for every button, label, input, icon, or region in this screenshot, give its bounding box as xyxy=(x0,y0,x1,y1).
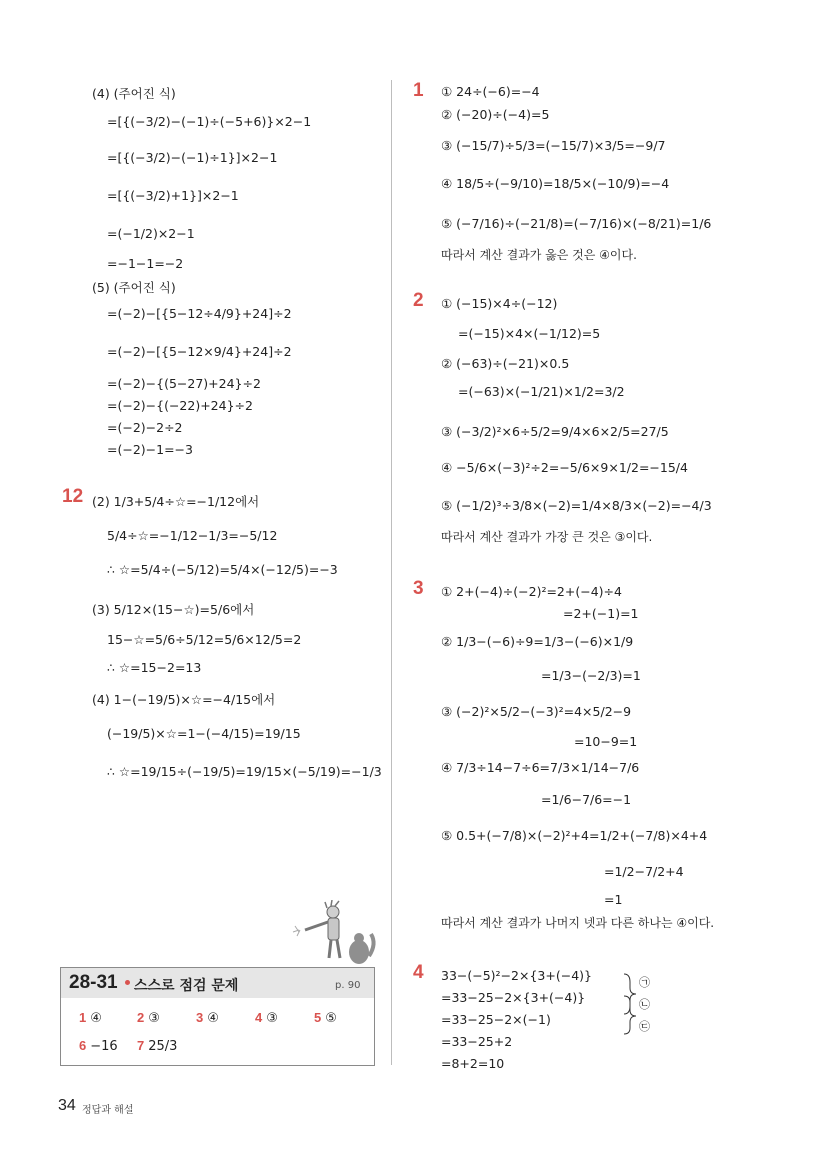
step-line: ① (−15)×4÷(−12) xyxy=(441,296,558,311)
answer-item: 5 ⑤ xyxy=(314,1010,337,1026)
answer-item: 7 25/3 xyxy=(137,1038,178,1054)
step-line: ① 24÷(−6)=−4 xyxy=(441,84,540,99)
step-line: =1/6−7/6=−1 xyxy=(541,792,632,807)
step-line: ⑤ (−7/16)÷(−21/8)=(−7/16)×(−8/21)=1/6 xyxy=(441,216,712,231)
step-line: ④ −5/6×(−3)²÷2=−5/6×9×1/2=−15/4 xyxy=(441,460,688,475)
step-line: =(−2)−{(−22)+24}÷2 xyxy=(107,398,253,413)
step-line: 15−☆=5/6÷5/12=5/6×12/5=2 xyxy=(107,632,302,647)
question-number: 4 xyxy=(413,962,424,983)
step-line: (3) 5/12×(15−☆)=5/6에서 xyxy=(92,602,255,617)
q11-part5-header: (5) (주어진 식) xyxy=(92,280,176,295)
reference-page: p. 90 xyxy=(335,980,361,991)
step-line: =2+(−1)=1 xyxy=(563,606,639,621)
step-line: ∴ ☆=19/15÷(−19/5)=19/15×(−5/19)=−1/3 xyxy=(107,764,382,779)
page-number: 34 xyxy=(58,1097,76,1114)
column-divider xyxy=(391,80,392,1065)
step-line: =8+2=10 xyxy=(441,1056,505,1071)
step-line: =[{(−3/2)−(−1)÷1}]×2−1 xyxy=(107,150,278,165)
step-line: 5/4÷☆=−1/12−1/3=−5/12 xyxy=(107,528,278,543)
conclusion-text: 따라서 계산 결과가 옳은 것은 ④이다. xyxy=(441,248,637,262)
step-line: (4) 1−(−19/5)×☆=−4/15에서 xyxy=(92,692,276,707)
answer-item: 1 ④ xyxy=(79,1010,102,1026)
step-line: =(−1/2)×2−1 xyxy=(107,226,195,241)
character-illustration xyxy=(285,900,380,972)
conclusion-text: 따라서 계산 결과가 나머지 넷과 다른 하나는 ④이다. xyxy=(441,916,715,930)
step-line: ① 2+(−4)÷(−2)²=2+(−4)÷4 xyxy=(441,584,622,599)
step-line: ③ (−2)²×5/2−(−3)²=4×5/2−9 xyxy=(441,704,632,719)
step-line: =[{(−3/2)−(−1)÷(−5+6)}×2−1 xyxy=(107,114,312,129)
step-line: ④ 7/3÷14−7÷6=7/3×1/14−7/6 xyxy=(441,760,640,775)
step-line: =1 xyxy=(604,892,623,907)
step-line: ③ (−3/2)²×6÷5/2=9/4×6×2/5=27/5 xyxy=(441,424,669,439)
step-line: =−1−1=−2 xyxy=(107,256,184,271)
step-mark: ㉠ xyxy=(639,976,650,989)
page-range: 28-31 xyxy=(69,972,118,993)
step-mark: ㉡ xyxy=(639,998,650,1011)
step-line: =(−2)−[{5−12÷4/9}+24]÷2 xyxy=(107,306,292,321)
step-line: =(−2)−{(5−27)+24}÷2 xyxy=(107,376,261,391)
step-line: =[{(−3/2)+1}]×2−1 xyxy=(107,188,239,203)
step-line: ⑤ 0.5+(−7/8)×(−2)²+4=1/2+(−7/8)×4+4 xyxy=(441,828,708,843)
question-number: 12 xyxy=(62,486,84,507)
bullet-icon xyxy=(125,980,130,985)
step-mark: ㉢ xyxy=(639,1020,650,1033)
answer-item: 3 ④ xyxy=(196,1010,219,1026)
step-line: ∴ ☆=15−2=13 xyxy=(107,660,202,675)
step-line: =33−25−2×{3+(−4)} xyxy=(441,990,586,1005)
step-line: ② 1/3−(−6)÷9=1/3−(−6)×1/9 xyxy=(441,634,634,649)
step-line: =(−2)−[{5−12×9/4}+24]÷2 xyxy=(107,344,292,359)
question-number: 3 xyxy=(413,578,424,599)
step-line: (−19/5)×☆=1−(−4/15)=19/15 xyxy=(107,726,301,741)
step-line: =(−63)×(−1/21)×1/2=3/2 xyxy=(458,384,625,399)
step-line: ② (−63)÷(−21)×0.5 xyxy=(441,356,570,371)
step-line: =(−2)−1=−3 xyxy=(107,442,193,457)
step-line: ③ (−15/7)÷5/3=(−15/7)×3/5=−9/7 xyxy=(441,138,666,153)
step-line: =(−2)−2÷2 xyxy=(107,420,183,435)
step-line: =1/3−(−2/3)=1 xyxy=(541,668,641,683)
step-line: 33−(−5)²−2×{3+(−4)} xyxy=(441,968,592,983)
answer-item: 2 ③ xyxy=(137,1010,160,1026)
step-line: ⑤ (−1/2)³÷3/8×(−2)=1/4×8/3×(−2)=−4/3 xyxy=(441,498,712,513)
step-line: (2) 1/3+5/4÷☆=−1/12에서 xyxy=(92,494,260,509)
question-number: 1 xyxy=(413,80,424,101)
answer-item: 4 ③ xyxy=(255,1010,278,1026)
self-check-title: 스스로 점검 문제 xyxy=(134,978,239,994)
step-line: =(−15)×4×(−1/12)=5 xyxy=(458,326,601,341)
question-number: 2 xyxy=(413,290,424,311)
step-line: =33−25−2×(−1) xyxy=(441,1012,551,1027)
step-line: ② (−20)÷(−4)=5 xyxy=(441,107,550,122)
step-line: =33−25+2 xyxy=(441,1034,513,1049)
section-label: 정답과 해설 xyxy=(82,1105,134,1116)
answer-item: 6 −16 xyxy=(79,1038,118,1054)
step-line: =1/2−7/2+4 xyxy=(604,864,684,879)
step-line: ④ 18/5÷(−9/10)=18/5×(−10/9)=−4 xyxy=(441,176,670,191)
conclusion-text: 따라서 계산 결과가 가장 큰 것은 ③이다. xyxy=(441,530,653,544)
self-check-box xyxy=(60,967,375,1066)
step-line: ∴ ☆=5/4÷(−5/12)=5/4×(−12/5)=−3 xyxy=(107,562,338,577)
step-line: =10−9=1 xyxy=(574,734,638,749)
q11-part4-header: (4) (주어진 식) xyxy=(92,86,176,101)
self-check-header xyxy=(61,968,374,998)
